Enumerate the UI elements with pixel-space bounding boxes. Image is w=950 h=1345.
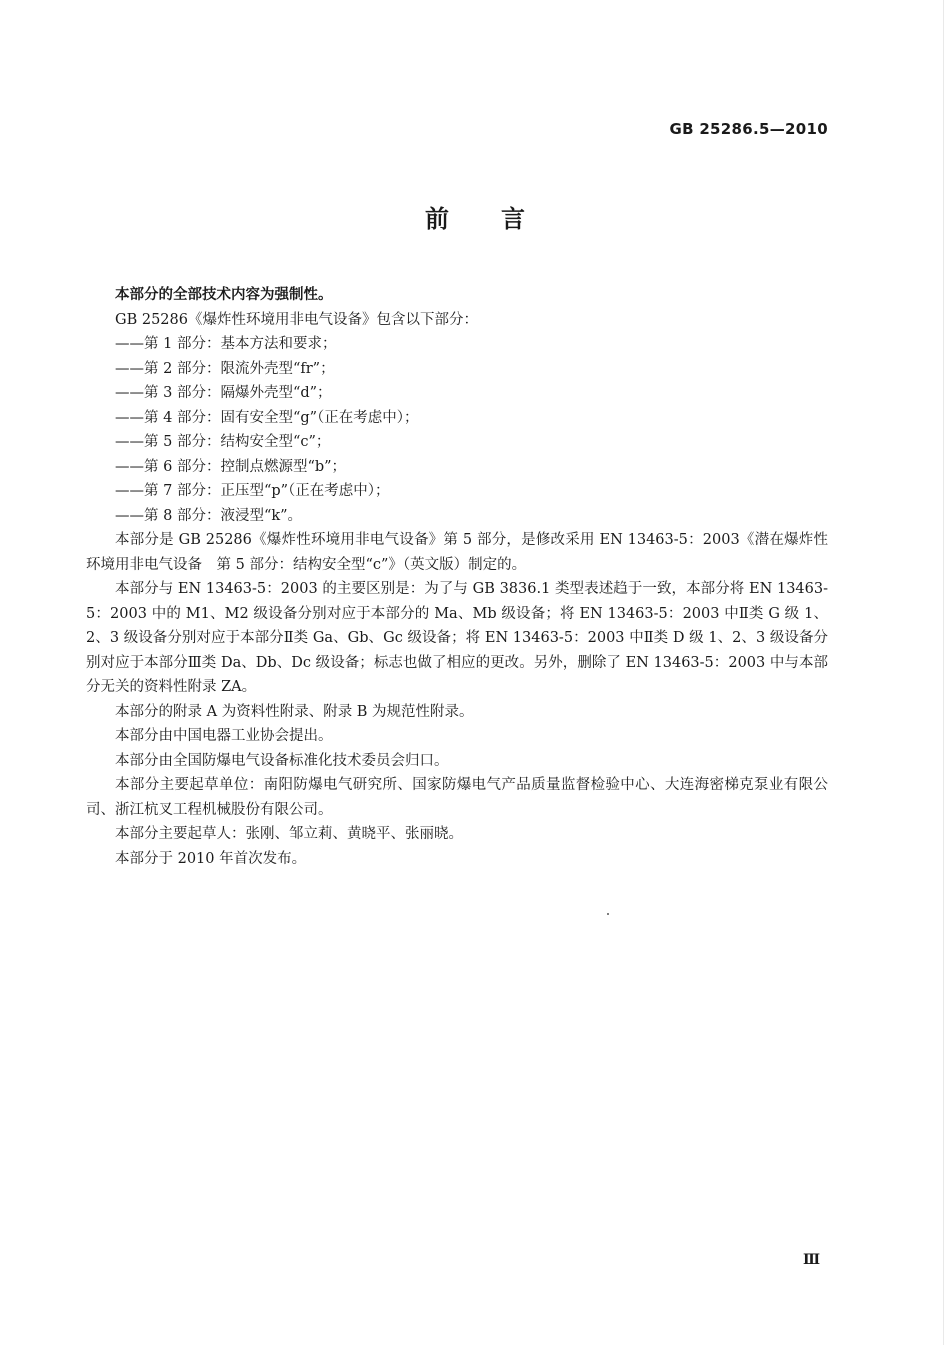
scan-edge — [943, 0, 944, 1345]
paragraph-adoption: 本部分是 GB 25286《爆炸性环境用非电气设备》第 5 部分，是修改采用 EN 13463-5：2003《潜在爆炸性环境用非电气设备 第 5 部分：结构安全型“c”》（英文版）制定的。 — [86, 532, 828, 573]
foreword-body — [86, 283, 828, 871]
page-title: 前言 — [425, 205, 577, 233]
paragraph-drafting-units: 本部分主要起草单位：南阳防爆电气研究所、国家防爆电气产品质量监督检验中心、大连海密梯克泵业有限公司、浙江杭叉工程机械股份有限公司。 — [86, 777, 828, 818]
list-item-part-7: ——第 7 部分：正压型“p”（正在考虑中）； — [115, 483, 390, 499]
standard-number: GB 25286.5—2010 — [669, 120, 828, 138]
list-item-part-3: ——第 3 部分：隔爆外壳型“d”； — [115, 385, 332, 401]
paragraph-parts-intro: GB 25286《爆炸性环境用非电气设备》包含以下部分： — [115, 311, 478, 328]
list-item-part-4: ——第 4 部分：固有安全型“g”（正在考虑中）； — [115, 409, 419, 426]
paragraph-drafters: 本部分主要起草人：张刚、邹立莉、黄晓平、张丽晓。 — [115, 826, 463, 842]
list-item-part-1: ——第 1 部分：基本方法和要求； — [115, 336, 337, 352]
mandatory-statement: 本部分的全部技术内容为强制性。 — [115, 287, 333, 303]
list-item-part-6: ——第 6 部分：控制点燃源型“b”； — [115, 458, 347, 475]
paragraph-differences: 本部分与 EN 13463-5：2003 的主要区别是：为了与 GB 3836.1 类型表述趋于一致，本部分将 EN 13463-5：2003 中的 M1、M2 级设备分别对应于本部分的 Ma、Mb 级设备；将 EN 13463-5：2003 中Ⅱ类 G 级 1、2、3 级设备分别对应于本部分Ⅱ类 Ga、Gb、Gc 级设备；将 EN 13463-5：2003 中Ⅱ类 D 级 1、2、3 级设备分别对应于本部分Ⅲ类 Da、Db、Dc 级设备；标志也做了相应的更改。另外，删除了 EN 13463-5：2003 中与本部分无关的资料性附录 ZA。 — [86, 581, 828, 695]
list-item-part-2: ——第 2 部分：限流外壳型“fr”； — [115, 360, 335, 377]
list-item-part-5: ——第 5 部分：结构安全型“c”； — [115, 434, 331, 450]
paragraph-first-issue: 本部分于 2010 年首次发布。 — [115, 850, 307, 867]
list-item-part-8: ——第 8 部分：液浸型“k”。 — [115, 507, 303, 524]
scan-speck — [607, 913, 609, 915]
page-number: Ⅲ — [802, 1252, 820, 1268]
paragraph-annexes: 本部分的附录 A 为资料性附录、附录 B 为规范性附录。 — [115, 703, 474, 720]
paragraph-proposed-by: 本部分由中国电器工业协会提出。 — [115, 728, 333, 744]
paragraph-under-jurisdiction: 本部分由全国防爆电气设备标准化技术委员会归口。 — [115, 752, 449, 769]
